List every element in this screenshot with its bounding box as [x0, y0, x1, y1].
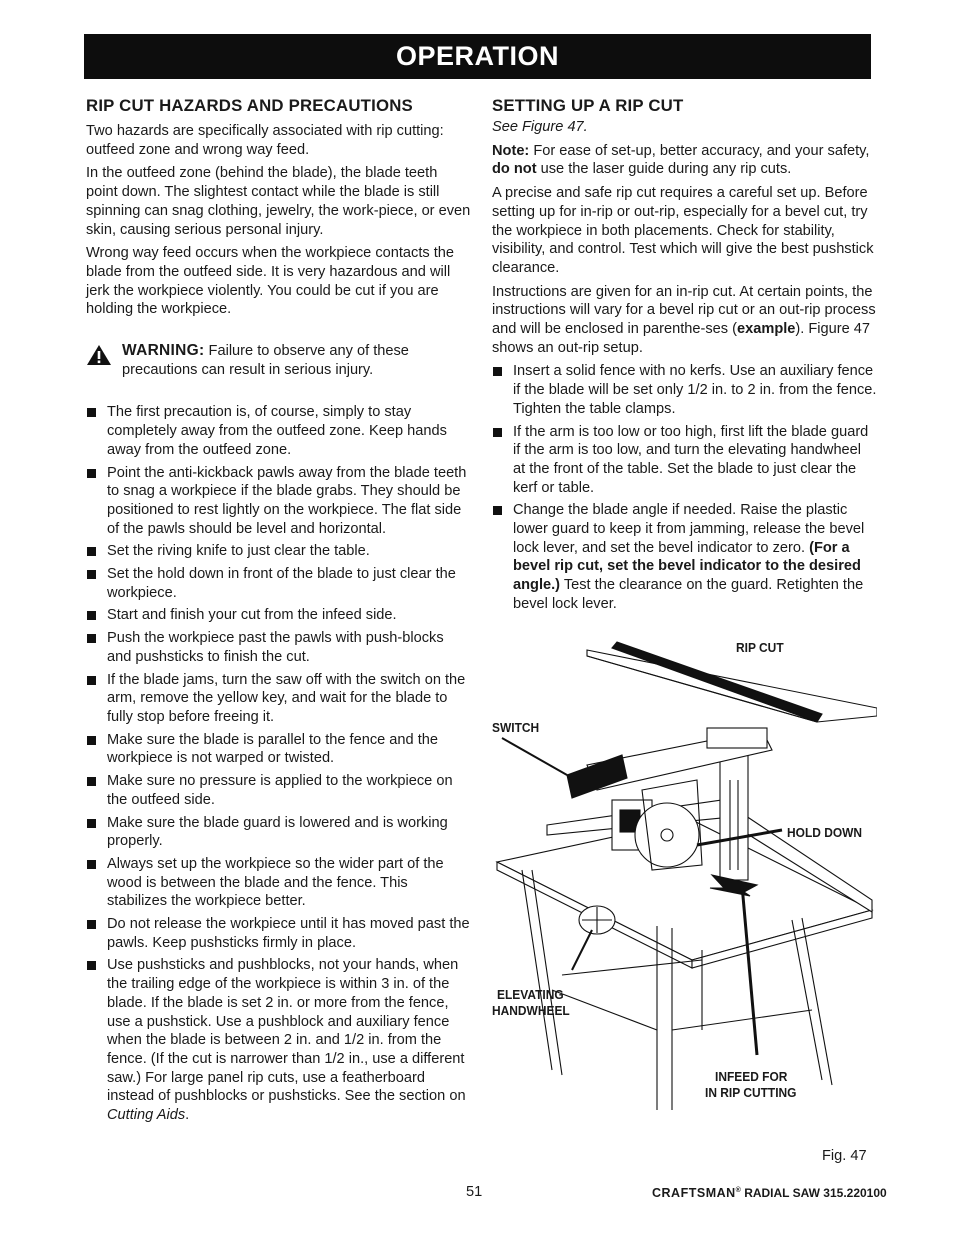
- list-item: Start and finish your cut from the infeed side.: [86, 606, 471, 625]
- list-item: If the arm is too low or too high, first lift the blade guard if the arm is too low, and turn the elevating handwheel at the front of the table. Set the blade to just clear the kerf or table.: [492, 423, 877, 498]
- list-item: The first precaution is, of course, simply to stay completely away from the outfeed zone. Keep hands away from the outfeed zone.: [86, 403, 471, 459]
- handwheel-label: HANDWHEEL: [492, 1003, 570, 1018]
- warning-label: WARNING:: [122, 342, 205, 360]
- footer-brand: [652, 1186, 887, 1200]
- warning-block: [86, 342, 471, 379]
- rip-cut-label: RIP CUT: [736, 640, 784, 655]
- bullet-square-icon: [493, 428, 502, 437]
- setting-up-heading: SETTING UP A RIP CUT: [492, 96, 684, 115]
- bullet-square-icon: [87, 819, 96, 828]
- list-item: Use pushsticks and pushblocks, not your hands, when the trailing edge of the workpiece is within 3 in. of the blade. If the blade is set 2 in. or more from the fence, use a pushstick. Use a pushblock and auxiliary fence when the blade is between 2 in. and 1/2 in. from the fence. (If the cut is narrower than 1/2 in., use a different saw.) For large panel rip cuts, use a featherboard instead of pushblocks or pushsticks. See the section on Cutting Aids.: [86, 956, 471, 1124]
- bullet-square-icon: [87, 570, 96, 579]
- bullet-square-icon: [87, 920, 96, 929]
- precautions-list: [86, 403, 471, 1124]
- section-banner: [84, 34, 871, 79]
- figure-reference: See Figure 47.: [492, 119, 588, 135]
- right-column: [492, 96, 877, 618]
- bullet-square-icon: [87, 547, 96, 556]
- list-item: Always set up the workpiece so the wider part of the wood is between the blade and the fence. This stabilizes the workpiece better.: [86, 855, 471, 911]
- list-item: Make sure no pressure is applied to the workpiece on the outfeed side.: [86, 772, 471, 809]
- warning-triangle-icon: [86, 342, 122, 379]
- list-item: Make sure the blade is parallel to the fence and the workpiece is not warped or twisted.: [86, 731, 471, 768]
- list-item: Insert a solid fence with no kerfs. Use an auxiliary fence if the blade will be set only 1/2 in. to 2 in. from the fence. Tighten the table clamps.: [492, 362, 877, 418]
- registered-mark: ®: [735, 1187, 741, 1194]
- radial-saw-illustration: [492, 630, 877, 1110]
- radial-saw-figure: [492, 630, 877, 1110]
- bullet-square-icon: [87, 777, 96, 786]
- page-number: 51: [466, 1184, 483, 1200]
- bullet-square-icon: [87, 736, 96, 745]
- model-number: RADIAL SAW 315.220100: [744, 1186, 887, 1200]
- switch-label: SWITCH: [492, 720, 540, 735]
- list-item: Set the hold down in front of the blade to just clear the workpiece.: [86, 565, 471, 602]
- list-item: Do not release the workpiece until it has moved past the pawls. Keep pushsticks firmly in place.: [86, 915, 471, 952]
- list-item: If the blade jams, turn the saw off with the switch on the arm, remove the yellow key, and wait for the blade to fully stop before freeing it.: [86, 671, 471, 727]
- figure-caption: Fig. 47: [822, 1148, 867, 1164]
- setup-steps-list: [492, 362, 877, 613]
- bullet-square-icon: [87, 860, 96, 869]
- paragraph: Two hazards are specifically associated with rip cutting: outfeed zone and wrong way feed.: [86, 123, 444, 158]
- section-title: OPERATION: [395, 41, 559, 71]
- paragraph: A precise and safe rip cut requires a careful set up. Before setting up for in-rip or out-rip, especially for a bevel cut, try the workpiece in both placements. Check for stability, visibility, and control. Test which will give the best pushstick clearance.: [492, 185, 874, 276]
- left-column: [86, 96, 471, 1129]
- warning-text: [122, 342, 471, 379]
- instructions-paragraph: Instructions are given for an in-rip cut. At certain points, the instructions will vary for a bevel rip cut or an out-rip process and will be enclosed in parenthe-ses (example). Figure 47 shows an out-rip setup.: [492, 283, 876, 356]
- infeed-label-line1: INFEED FOR: [715, 1069, 788, 1084]
- bullet-square-icon: [493, 506, 502, 515]
- bullet-square-icon: [87, 961, 96, 970]
- paragraph: Wrong way feed occurs when the workpiece contacts the blade from the outfeed side. It is very hazardous and will jerk the workpiece violently. You could be cut if you are holding the workpiece.: [86, 245, 455, 318]
- rip-hazards-heading: RIP CUT HAZARDS AND PRECAUTIONS: [86, 96, 413, 115]
- craftsman-logo: CRAFTSMAN: [652, 1186, 736, 1200]
- note-paragraph: Note: For ease of set-up, better accuracy, and your safety, do not use the laser guide during any rip cuts.: [492, 142, 870, 178]
- bullet-square-icon: [87, 408, 96, 417]
- bullet-square-icon: [493, 367, 502, 376]
- hold-down-label: HOLD DOWN: [787, 825, 863, 840]
- bullet-square-icon: [87, 611, 96, 620]
- list-item: Push the workpiece past the pawls with push-blocks and pushsticks to finish the cut.: [86, 629, 471, 666]
- bullet-square-icon: [87, 469, 96, 478]
- cutting-aids-ref: Cutting Aids: [107, 1107, 186, 1124]
- list-item: Point the anti-kickback pawls away from the blade teeth to snag a workpiece if the blade grabs. They should be positioned to rest lightly on the workpiece. The flat side of the pawls should be level and horizontal.: [86, 464, 471, 539]
- list-item: Set the riving knife to just clear the table.: [86, 542, 471, 561]
- warning-message: Failure to observe any of these precautions can result in serious injury.: [122, 343, 409, 378]
- elevating-label: ELEVATING: [497, 987, 564, 1002]
- bullet-square-icon: [87, 634, 96, 643]
- paragraph: In the outfeed zone (behind the blade), the blade teeth point down. The slightest contact while the blade is still spinning can snag clothing, jewelry, the work-piece, or even skin, causing serious personal injury.: [86, 165, 471, 238]
- list-item: Make sure the blade guard is lowered and is working properly.: [86, 814, 471, 851]
- infeed-label-line2: IN RIP CUTTING: [705, 1085, 797, 1100]
- bullet-square-icon: [87, 676, 96, 685]
- list-item: Change the blade angle if needed. Raise the plastic lower guard to keep it from jamming, release the bevel lock lever, and set the bevel indicator to zero. (For a bevel rip cut, set the bevel indicator to the desired angle.) Test the clearance on the guard. Retighten the bevel lock lever.: [492, 501, 877, 613]
